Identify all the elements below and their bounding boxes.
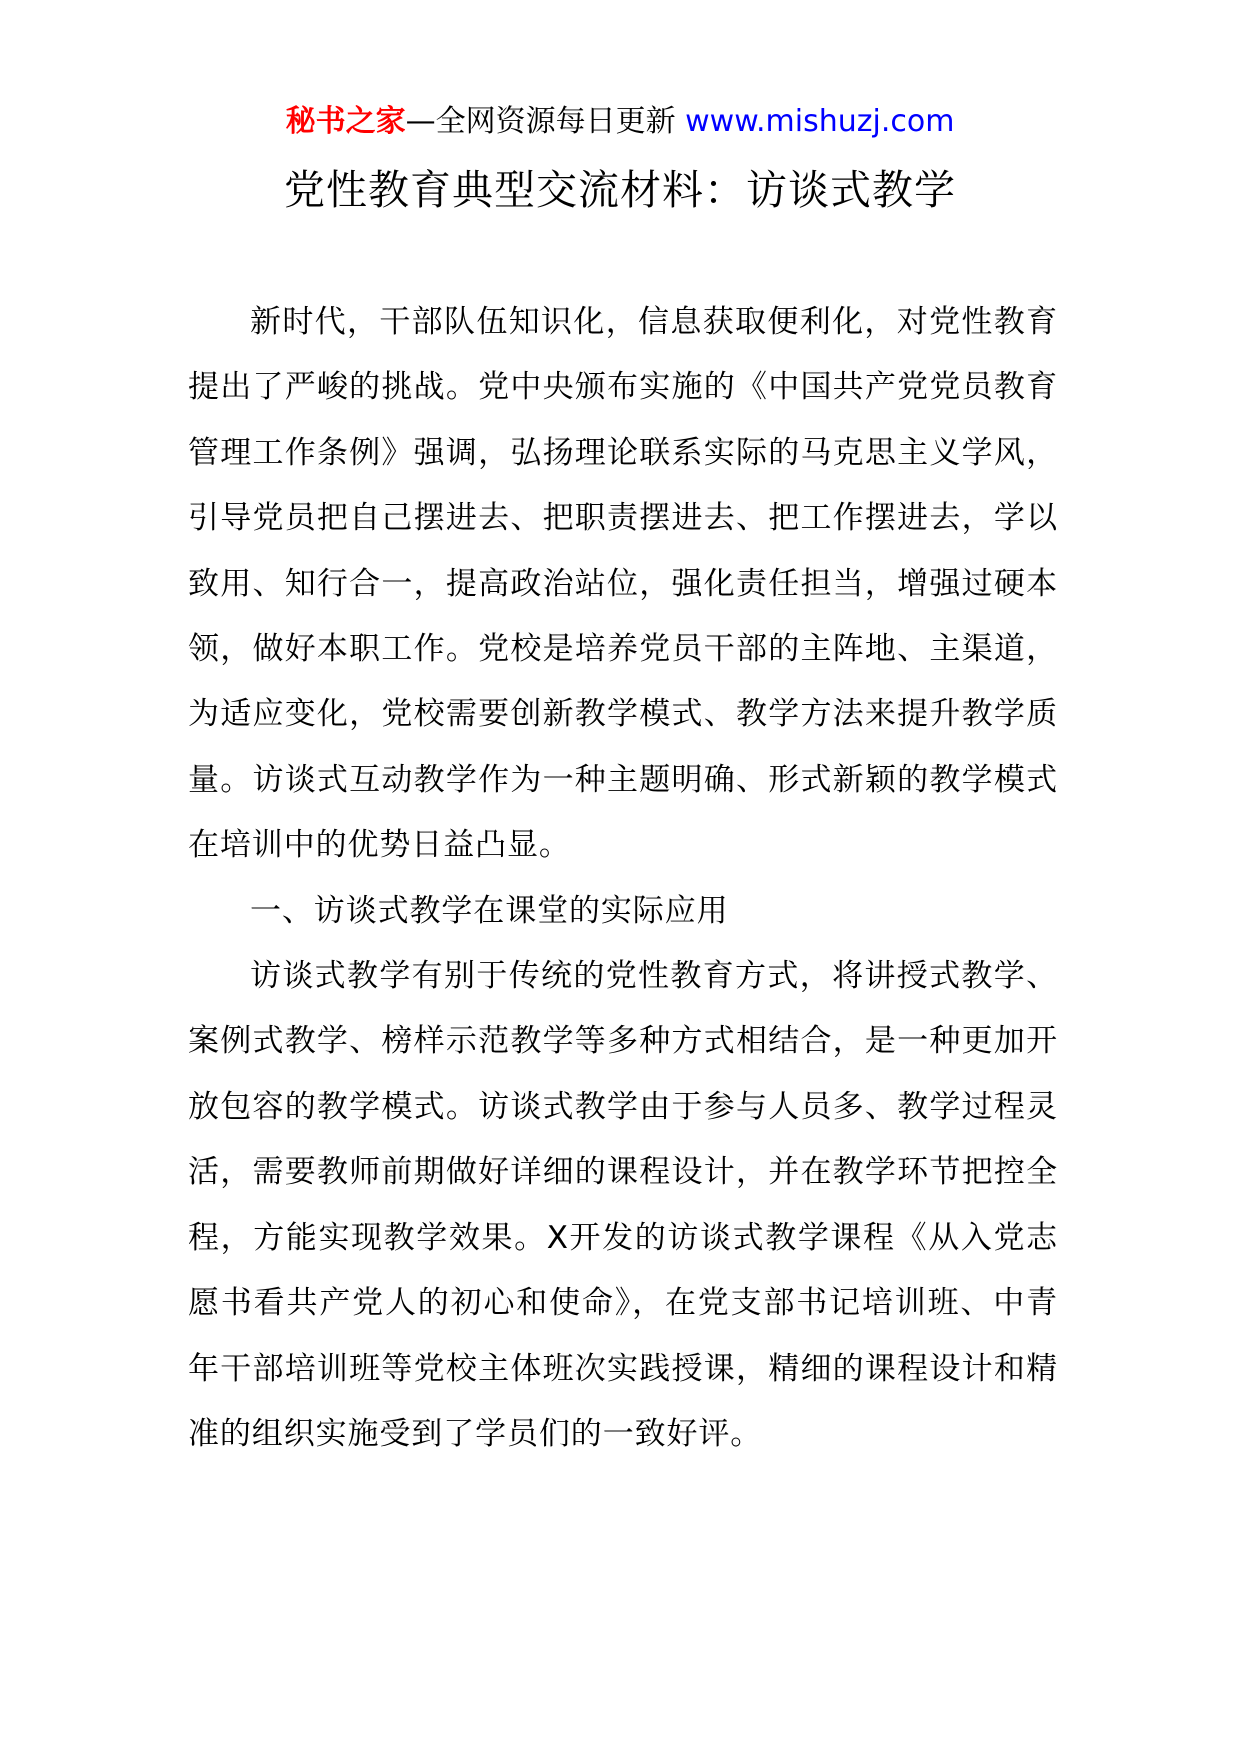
document-title: 党性教育典型交流材料：访谈式教学 bbox=[284, 166, 956, 214]
section-heading: 一、访谈式教学在课堂的实际应用 bbox=[250, 892, 729, 929]
document-body bbox=[188, 290, 1058, 1467]
site-url-link[interactable]: www.mishuzj.com bbox=[685, 104, 955, 139]
site-header bbox=[0, 100, 1240, 144]
body-paragraph: 访谈式教学有别于传统的党性教育方式，将讲授式教学、案例式教学、榜样示范教学等多种方式相结合，是一种更加开放包容的教学模式。访谈式教学由于参与人员多、教学过程灵活，需要教师前期做好详细的课程设计，并在教学环节把控全程，方能实现教学效果。X开发的访谈式教学课程《从入党志愿书看共产党人的初心和使命》，在党支部书记培训班、中青年干部培训班等党校主体班次实践授课，精细的课程设计和精准的组织实施受到了学员们的一致好评。 bbox=[188, 958, 1058, 1452]
header-tagline: —全网资源每日更新 bbox=[405, 104, 676, 139]
brand-name: 秘书之家 bbox=[285, 104, 406, 139]
intro-paragraph: 新时代，干部队伍知识化，信息获取便利化，对党性教育提出了严峻的挑战。党中央颁布实施的《中国共产党党员教育管理工作条例》强调，弘扬理论联系实际的马克思主义学风，引导党员把自己摆进去、把职责摆进去、把工作摆进去，学以致用、知行合一，提高政治站位，强化责任担当，增强过硬本领，做好本职工作。党校是培养党员干部的主阵地、主渠道，为适应变化，党校需要创新教学模式、教学方法来提升教学质量。访谈式互动教学作为一种主题明确、形式新颖的教学模式在培训中的优势日益凸显。 bbox=[188, 304, 1058, 864]
